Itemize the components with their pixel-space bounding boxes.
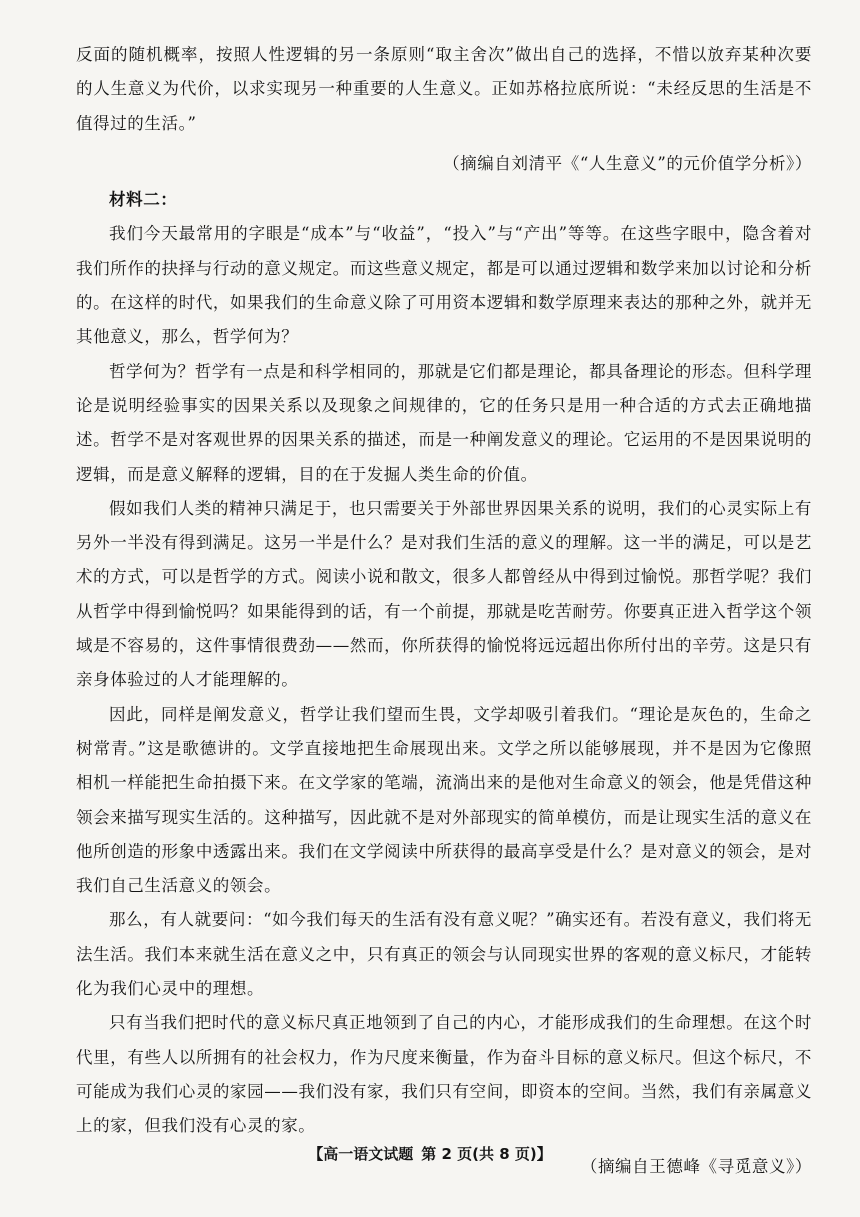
document-body (76, 38, 812, 1184)
body-paragraph: 因此，同样是阐发意义，哲学让我们望而生畏，文学却吸引着我们。“理论是灰色的，生命之树常青。”这是歌德讲的。文学直接地把生命展现出来。文学之所以能够展现，并不是因为它像照相机一样能把生命拍摄下来。在文学家的笔端，流淌出来的是他对生命意义的领会，他是凭借这种领会来描写现实生活的。这种描写，因此就不是对外部现实的简单模仿，而是让现实生活的意义在他所创造的形象中透露出来。我们在文学阅读中所获得的最高享受是什么？是对意义的领会，是对我们自己生活意义的领会。 (76, 704, 812, 896)
material2-source: （摘编自王德峰《寻觅意义》） (580, 1156, 812, 1176)
footer-page-number: 第 2 页(共 8 页)】 (421, 1145, 552, 1163)
body-paragraph: 只有当我们把时代的意义标尺真正地领到了自己的内心，才能形成我们的生命理想。在这个时代里，有些人以所拥有的社会权力，作为尺度来衡量，作为奋斗目标的意义标尺。但这个标尺，不可能成为我们心灵的家园——我们没有家，我们只有空间，即资本的空间。当然，我们有亲属意义上的家，但我们没有心灵的家。 (76, 1013, 812, 1136)
body-paragraph: 假如我们人类的精神只满足于，也只需要关于外部世界因果关系的说明，我们的心灵实际上有另外一半没有得到满足。这另一半是什么？是对我们生活的意义的理解。这一半的满足，可以是艺术的方式，可以是哲学的方式。阅读小说和散文，很多人都曾经从中得到过愉悦。那哲学呢？我们从哲学中得到愉悦吗？如果能得到的话，有一个前提，那就是吃苦耐劳。你要真正进入哲学这个领域是不容易的，这件事情很费劲——然而，你所获得的愉悦将远远超出你所付出的辛劳。这是只有亲身体验过的人才能理解的。 (76, 498, 812, 690)
material1-source: （摘编自刘清平《“人生意义”的元价值学分析》） (443, 153, 812, 173)
page-footer (0, 1143, 860, 1164)
footer-exam-title: 【高一语文试题 (308, 1145, 414, 1163)
body-paragraph: 我们今天最常用的字眼是“成本”与“收益”，“投入”与“产出”等等。在这些字眼中，隐含着对我们所作的抉择与行动的意义规定。而这些意义规定，都是可以通过逻辑和数学来加以讨论和分析的。在这样的时代，如果我们的生命意义除了可用资本逻辑和数学原理来表达的那种之外，就并无其他意义，那么，哲学何为？ (76, 224, 812, 347)
material2-heading: 材料二： (109, 190, 178, 210)
body-paragraph: 哲学何为？哲学有一点是和科学相同的，那就是它们都是理论，都具备理论的形态。但科学理论是说明经验事实的因果关系以及现象之间规律的，它的任务只是用一种合适的方式去正确地描述。哲学不是对客观世界的因果关系的描述，而是一种阐发意义的理论。它运用的不是因果说明的逻辑，而是意义解释的逻辑，目的在于发掘人类生命的价值。 (76, 361, 812, 484)
body-paragraph: 那么，有人就要问：“如今我们每天的生活有没有意义呢？”确实还有。若没有意义，我们将无法生活。我们本来就生活在意义之中，只有真正的领会与认同现实世界的客观的意义标尺，才能转化为我们心灵中的理想。 (76, 910, 812, 999)
material1-paragraph-tail: 反面的随机概率，按照人性逻辑的另一条原则“取主舍次”做出自己的选择，不惜以放弃某种次要的人生意义为代价，以求实现另一种重要的人生意义。正如苏格拉底所说：“未经反思的生活是不值得过的生活。” (76, 45, 812, 133)
